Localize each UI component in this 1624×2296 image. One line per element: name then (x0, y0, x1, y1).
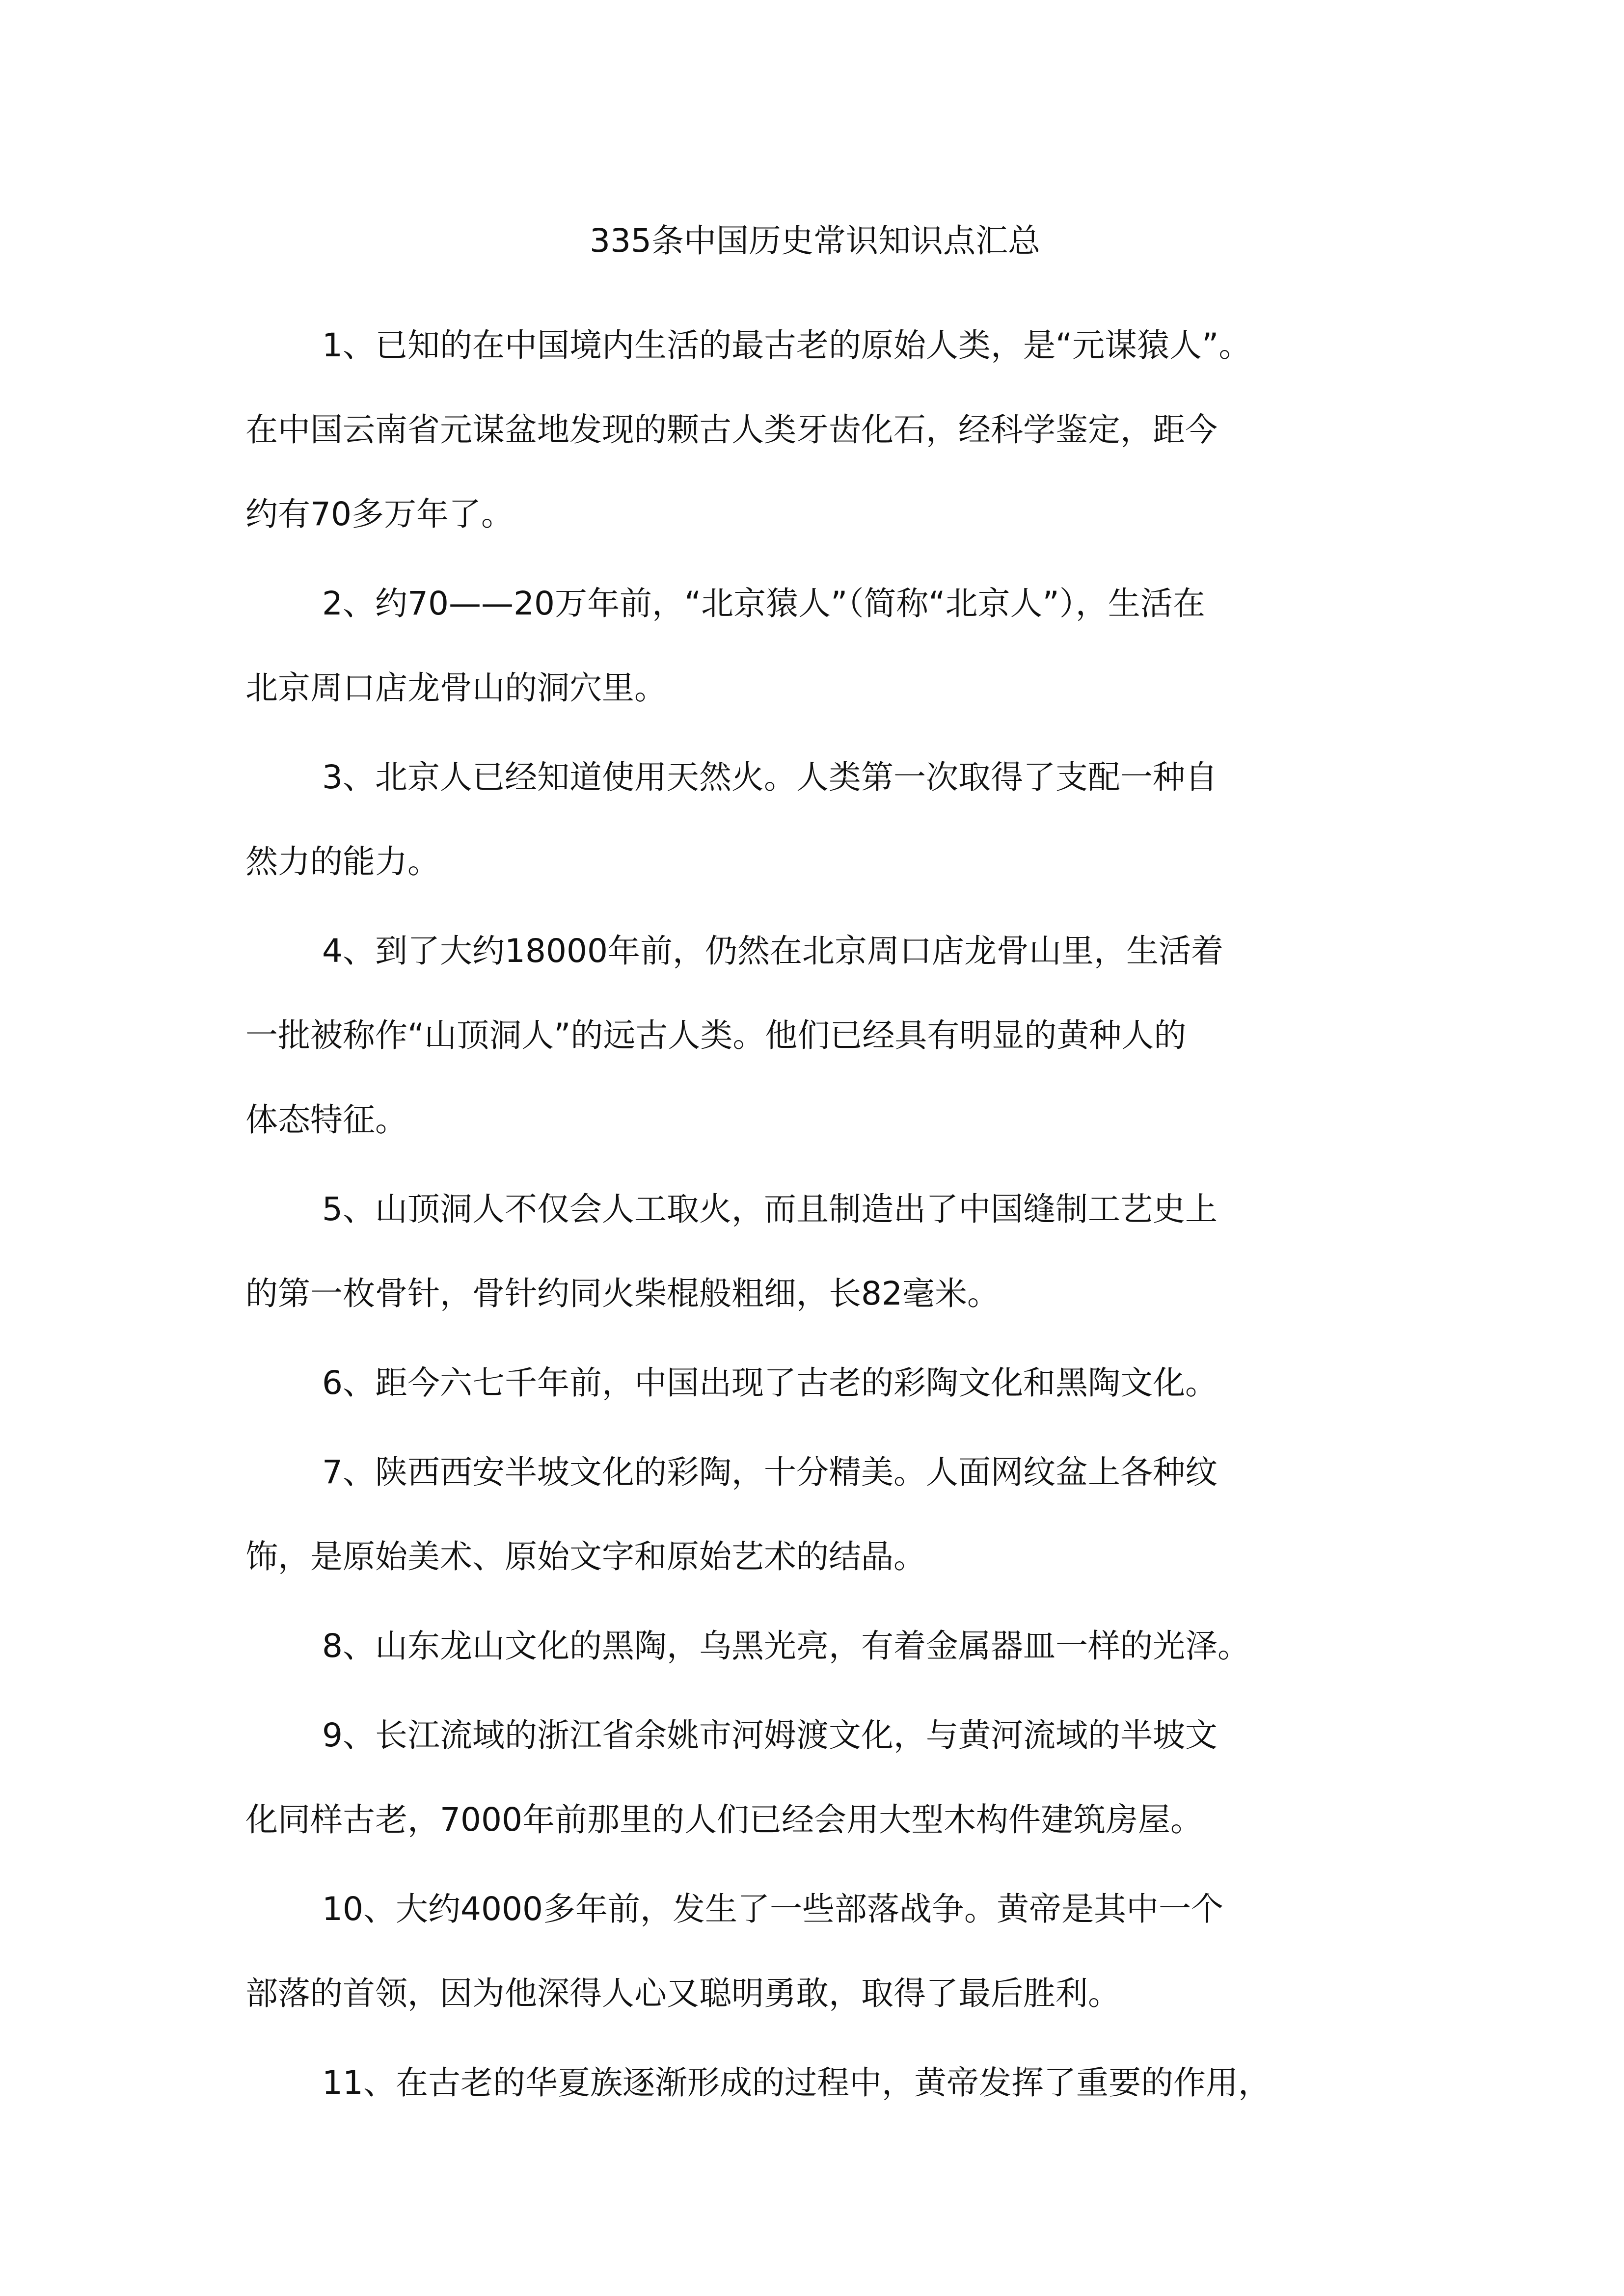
document-body (245, 303, 1394, 2130)
paragraph-9 (245, 1693, 1394, 1862)
paragraph-line: 2、约70——20万年前，“北京猿人”（简称“北京人”），生活在 (322, 585, 1205, 622)
paragraph-line: 11、在古老的华夏族逐渐形成的过程中，黄帝发挥了重要的作用， (322, 2064, 1271, 2102)
paragraph-11 (245, 2041, 1394, 2125)
paragraph-line: 9、长江流域的浙江省余姚市河姆渡文化，与黄河流域的半坡文 (322, 1716, 1218, 1754)
paragraph-line: 10、大约4000多年前，发生了一些部落战争。黄帝是其中一个 (322, 1890, 1223, 1928)
paragraph-2 (245, 561, 1394, 730)
paragraph-line: 6、距今六七千年前，中国出现了古老的彩陶文化和黑陶文化。 (322, 1364, 1218, 1402)
paragraph-line: 1、已知的在中国境内生活的最古老的原始人类，是“元谋猿人”。 (322, 326, 1251, 364)
paragraph-line: 5、山顶洞人不仅会人工取火，而且制造出了中国缝制工艺史上 (322, 1190, 1218, 1228)
paragraph-6 (245, 1341, 1394, 1425)
paragraph-line: 约有70多万年了。 (245, 495, 514, 533)
paragraph-line: 部落的首领，因为他深得人心又聪明勇敢，取得了最后胜利。 (245, 1975, 1120, 2012)
paragraph-3 (245, 735, 1394, 904)
paragraph-line: 8、山东龙山文化的黑陶，乌黑光亮，有着金属器皿一样的光泽。 (322, 1627, 1250, 1665)
paragraph-line: 4、到了大约18000年前，仍然在北京周口店龙骨山里，生活着 (322, 932, 1223, 970)
paragraph-line: 化同样古老，7000年前那里的人们已经会用大型木构件建筑房屋。 (245, 1801, 1203, 1839)
paragraph-line: 7、陕西西安半坡文化的彩陶，十分精美。人面网纹盆上各种纹 (322, 1453, 1218, 1491)
paragraph-line: 3、北京人已经知道使用天然火。人类第一次取得了支配一种自 (322, 758, 1218, 796)
paragraph-10 (245, 1867, 1394, 2036)
paragraph-line: 一批被称作“山顶洞人”的远古人类。他们已经具有明显的黄种人的 (245, 1016, 1187, 1054)
paragraph-line: 在中国云南省元谋盆地发现的颗古人类牙齿化石，经科学鉴定，距今 (245, 411, 1218, 449)
paragraph-line: 然力的能力。 (245, 843, 440, 881)
paragraph-line: 体态特征。 (245, 1101, 407, 1139)
paragraph-line: 的第一枚骨针，骨针约同火柴棍般粗细，长82毫米。 (245, 1275, 1000, 1312)
paragraph-5 (245, 1167, 1394, 1336)
document-title: 335条中国历史常识知识点汇总 (590, 222, 1040, 260)
paragraph-7 (245, 1430, 1394, 1599)
paragraph-8 (245, 1604, 1394, 1688)
paragraph-4 (245, 909, 1394, 1162)
paragraph-line: 北京周口店龙骨山的洞穴里。 (245, 669, 667, 707)
paragraph-1 (245, 303, 1394, 557)
paragraph-line: 饰，是原始美术、原始文字和原始艺术的结晶。 (245, 1538, 926, 1575)
